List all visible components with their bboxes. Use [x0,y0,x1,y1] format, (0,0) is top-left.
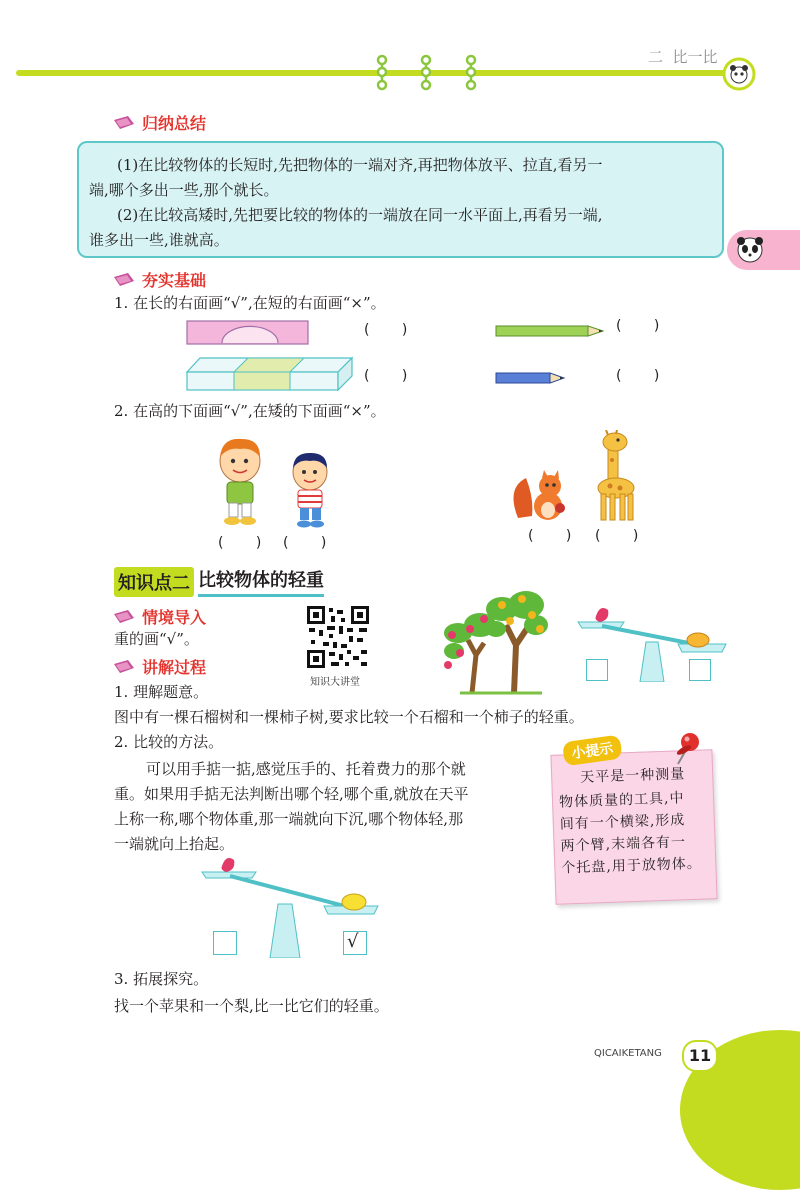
scenario-title: 情境导入 [142,608,207,627]
basics-q2: 2. 在高的下面画“√”,在矮的下面画“×”。 [114,402,386,420]
tip-line3: 间有一个横梁,形成 [559,812,686,833]
giraffe-illustration [588,430,640,522]
qr-caption: 知识大讲堂 [310,677,360,688]
fruit-trees-illustration [432,585,552,695]
answer-box[interactable] [586,659,608,681]
explanation-s1-text: 图中有一棵石榴树和一棵柿子树,要求比较一个石榴和一个柿子的轻重。 [114,708,584,726]
pencil-tag-icon [112,272,136,288]
answer-paren: ( ) [616,318,674,334]
short-boy-illustration [284,450,336,530]
summary-p2-line1: (2)在比较高矮时,先把要比较的物体的一端放在同一水平面上,再看另一端, [117,206,603,224]
squirrel-illustration [510,468,572,524]
explanation-title: 讲解过程 [142,658,207,677]
tip-line5: 个托盘,用于放物体。 [561,855,703,877]
summary-heading [112,111,206,134]
scenario-text: 重的画“√”。 [114,630,199,648]
page-number: 11 [682,1040,718,1072]
summary-p2-line2: 谁多出一些,谁就高。 [89,231,229,249]
tall-boy-illustration [210,435,270,530]
summary-box [77,141,724,258]
tip-card [550,740,717,905]
knowledge-point-tag: 知识点二 [114,567,194,597]
footer-brand: QICAIKETANG [594,1048,662,1059]
tip-line1: 天平是一种测量 [579,766,686,786]
explanation-s3-text: 找一个苹果和一个梨,比一比它们的轻重。 [114,997,389,1015]
answer-paren: ( ) [283,535,341,551]
explanation-s2-line1: 可以用手掂一掂,感觉压手的、托着费力的那个就 [146,760,466,778]
qr-code-icon[interactable] [305,604,371,670]
eraser-box-illustration [186,356,354,392]
summary-p1-line1: (1)在比较物体的长短时,先把物体的一端对齐,再把物体放平、拉直,看另一 [117,156,603,174]
explanation-heading [112,655,206,678]
tip-line2: 物体质量的工具,中 [558,790,685,811]
basics-title: 夯实基础 [142,271,207,290]
basics-heading [112,268,206,291]
summary-p1-line2: 端,哪个多出一些,那个就长。 [89,181,279,199]
scenario-heading [112,605,206,628]
answer-box[interactable] [689,659,711,681]
answer-paren: ( ) [364,322,422,338]
answer-paren: ( ) [595,528,653,544]
answer-box-checked[interactable] [343,931,367,955]
pushpin-icon [668,728,702,768]
header-pins-icon [370,52,480,94]
explanation-s2-line4: 一端就向上抬起。 [114,835,235,853]
knowledge-point-title: 比较物体的轻重 [198,566,324,597]
answer-box[interactable] [213,931,237,955]
summary-title: 归纳总结 [142,114,207,133]
check-mark: √ [347,931,359,952]
explanation-s3-head: 3. 拓展探究。 [114,970,209,988]
panda-badge-icon [722,57,756,91]
answer-paren: ( ) [364,368,422,384]
knowledge-point-header [114,566,324,597]
blue-pencil-illustration [495,371,567,385]
pink-ruler-illustration [186,320,310,346]
tip-title: 小提示 [562,734,623,766]
explanation-s2-head: 2. 比较的方法。 [114,733,224,751]
explanation-s2-line3: 上称一称,哪个物体重,那一端就向下沉,哪个物体轻,那 [114,810,464,828]
answer-paren: ( ) [528,528,586,544]
answer-paren: ( ) [218,535,276,551]
pencil-tag-icon [112,609,136,625]
green-pencil-illustration [495,324,607,338]
tip-line4: 两个臂,末端各有一 [560,834,687,855]
pencil-tag-icon [112,659,136,675]
explanation-s2-line2: 重。如果用手掂无法判断出哪个轻,哪个重,就放在天平 [114,785,469,803]
chapter-label: 二 比一比 [648,48,718,66]
pencil-tag-icon [112,115,136,131]
explanation-s1-head: 1. 理解题意。 [114,683,209,701]
answer-paren: ( ) [616,368,674,384]
side-tab-panda-icon [733,234,767,266]
basics-q1: 1. 在长的右面画“√”,在短的右面画“×”。 [114,294,386,312]
